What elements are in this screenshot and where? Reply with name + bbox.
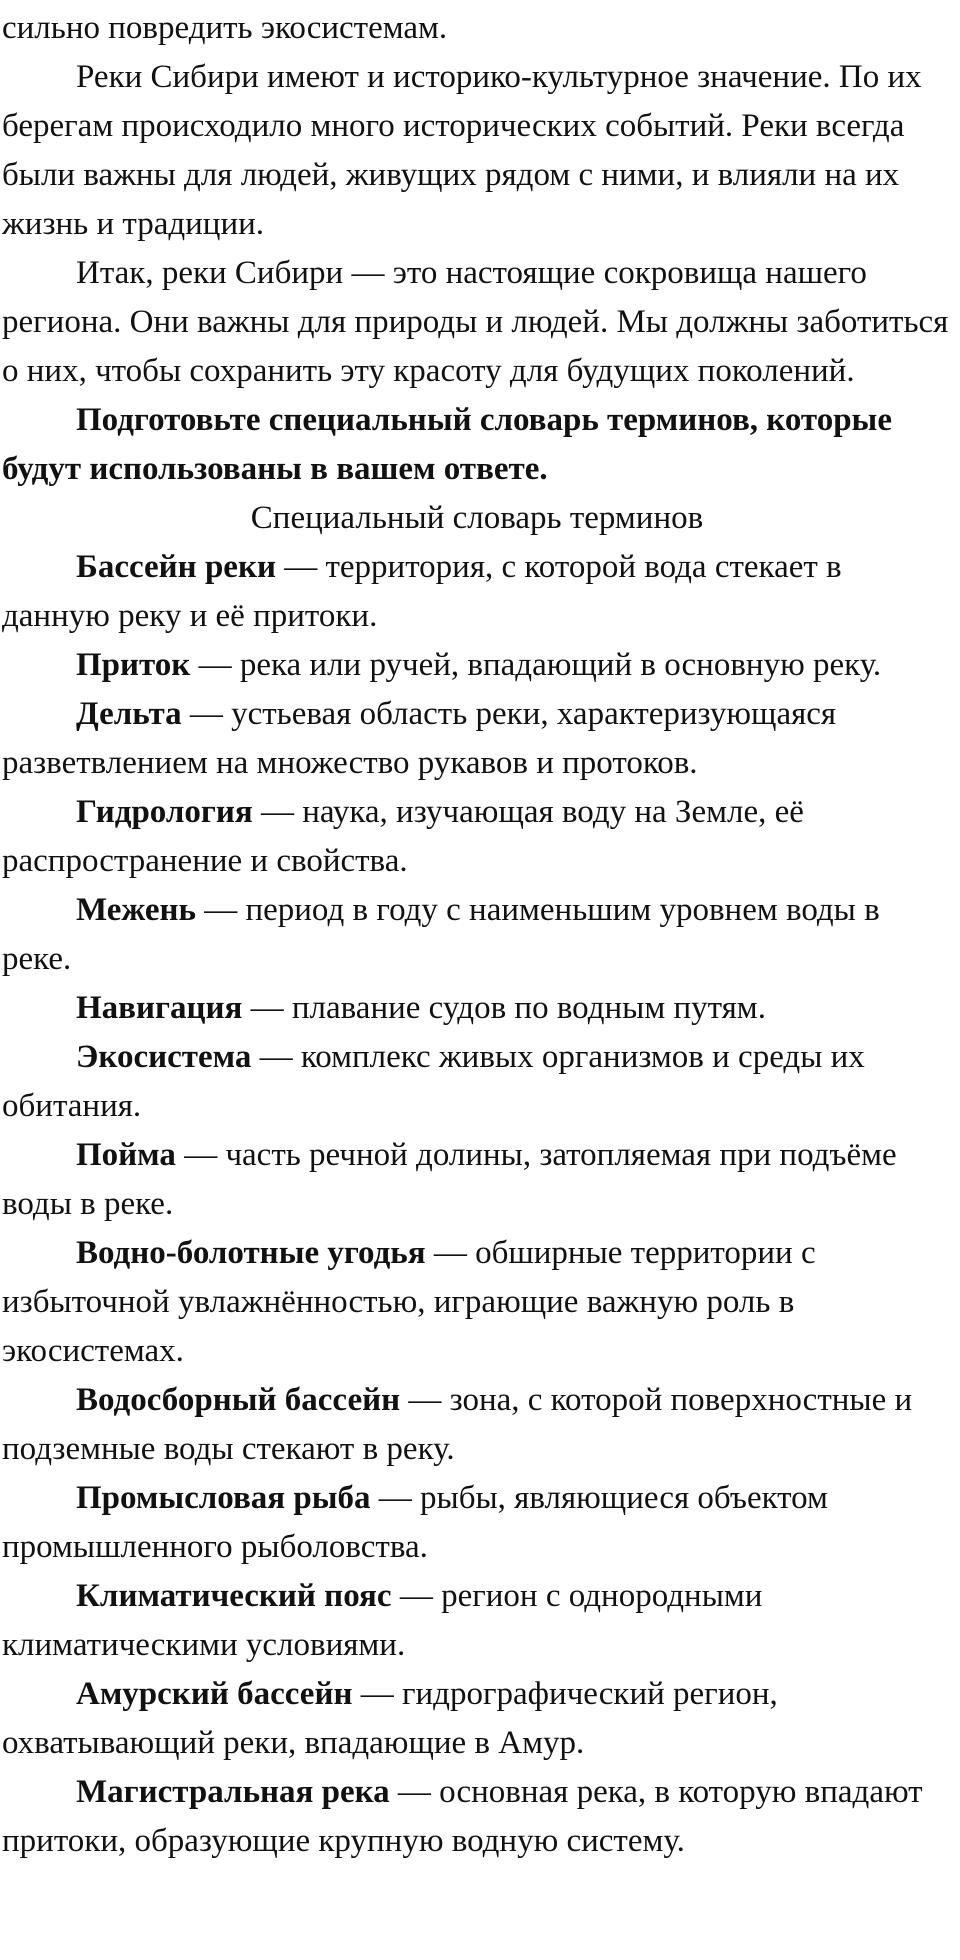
glossary-term: Магистральная река <box>76 1774 390 1810</box>
glossary-entry <box>2 690 952 788</box>
glossary-term: Дельта <box>76 696 182 732</box>
glossary-term: Пойма <box>76 1137 176 1173</box>
paragraph: Реки Сибири имеют и историко-культурное значение. По их берегам происходило много исторических событий. Реки всегда были важны для людей, живущих рядом с ними, и влияли на их жизнь и традиции. <box>2 59 922 242</box>
glossary-definition: — устьевая область реки, характеризующаяся разветвлением на множество рукавов и протоков. <box>2 696 837 781</box>
glossary-entry <box>2 641 952 690</box>
glossary-term: Водосборный бассейн <box>76 1382 401 1418</box>
glossary-entry <box>2 1229 952 1376</box>
glossary-entry <box>2 1033 952 1131</box>
glossary-title: Специальный словарь терминов <box>250 500 704 536</box>
glossary-term: Экосистема <box>76 1039 252 1075</box>
glossary-entry <box>2 788 952 886</box>
glossary-entry <box>2 984 952 1033</box>
glossary-definition: — река или ручей, впадающий в основную реку. <box>190 647 882 683</box>
glossary-definition: — часть речной долины, затопляемая при подъёме воды в реке. <box>2 1137 897 1222</box>
glossary-term: Гидрология <box>76 794 253 830</box>
glossary-entry <box>2 543 952 641</box>
glossary-definition: — территория, с которой вода стекает в данную реку и её притоки. <box>2 549 842 634</box>
glossary-term: Межень <box>76 892 196 928</box>
task-heading: Подготовьте специальный словарь терминов, которые будут использованы в вашем ответе. <box>2 402 892 487</box>
paragraph: сильно повредить экосистемам. <box>2 10 448 46</box>
glossary-definition: — период в году с наименьшим уровнем воды в реке. <box>2 892 880 977</box>
glossary-entry <box>2 1474 952 1572</box>
glossary-term: Промысловая рыба <box>76 1480 371 1516</box>
glossary-definition: — обширные территории с избыточной увлажнённостью, играющие важную роль в экосистемах. <box>2 1235 816 1369</box>
glossary-entry <box>2 1131 952 1229</box>
glossary-term: Водно-болотные угодья <box>76 1235 426 1271</box>
glossary-entry <box>2 886 952 984</box>
glossary-term: Амурский бассейн <box>76 1676 353 1712</box>
glossary-definition: — регион с однородными климатическими условиями. <box>2 1578 763 1663</box>
glossary-definition: — наука, изучающая воду на Земле, её распространение и свойства. <box>2 794 804 879</box>
glossary-entry <box>2 1768 952 1866</box>
glossary-entry <box>2 1572 952 1670</box>
glossary-term: Климатический пояс <box>76 1578 392 1614</box>
glossary-definition: — рыбы, являющиеся объектом промышленного рыболовства. <box>2 1480 828 1565</box>
paragraph: Итак, реки Сибири — это настоящие сокровища нашего региона. Они важны для природы и людей. Мы должны заботиться о них, чтобы сохранить эту красоту для будущих поколений. <box>2 255 949 389</box>
glossary-definition: — гидрографический регион, охватывающий реки, впадающие в Амур. <box>2 1676 778 1761</box>
glossary-term: Бассейн реки <box>76 549 276 585</box>
glossary-definition: — основная река, в которую впадают притоки, образующие крупную водную систему. <box>2 1774 923 1859</box>
glossary-entry <box>2 1670 952 1768</box>
glossary-definition: — комплекс живых организмов и среды их обитания. <box>2 1039 865 1124</box>
glossary-term: Приток <box>76 647 191 683</box>
glossary-definition: — плавание судов по водным путям. <box>242 990 766 1026</box>
glossary-term: Навигация <box>76 990 243 1026</box>
glossary-definition: — зона, с которой поверхностные и подземные воды стекают в реку. <box>2 1382 913 1467</box>
glossary-entry <box>2 1376 952 1474</box>
